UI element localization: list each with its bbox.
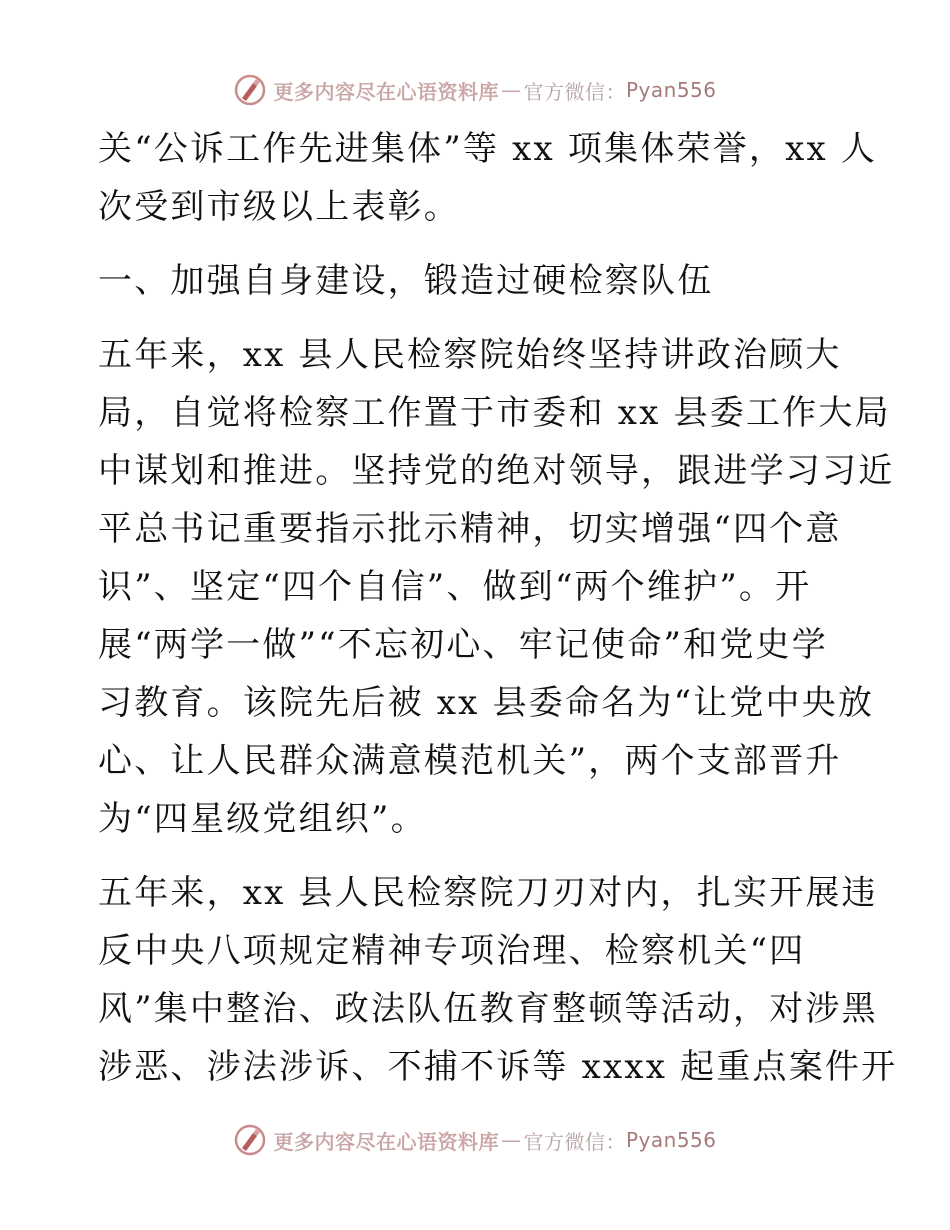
- section-heading-text: 一、加强自身建设，锻造过硬检察队伍: [98, 261, 714, 301]
- watermark-label: 官方微信：: [523, 1129, 626, 1154]
- text-line: 为“四星级党组织”。: [98, 799, 427, 839]
- watermark-dash: —: [500, 78, 522, 102]
- text-line: 局，自觉将检察工作置于市委和 xx 县委工作大局: [98, 393, 891, 433]
- text-line: 中谋划和推进。坚持党的绝对领导，跟进学习习近: [98, 451, 895, 491]
- text-line: 关“公诉工作先进集体”等 xx 项集体荣誉，xx 人: [98, 129, 878, 169]
- paragraph-honors: [98, 120, 878, 236]
- text-line: 次受到市级以上表彰。: [98, 187, 460, 227]
- paragraph-discipline: [98, 864, 898, 1096]
- text-line: 五年来，xx 县人民检察院始终坚持讲政治顾大: [98, 335, 842, 375]
- text-line: 平总书记重要指示批示精神，切实增强“四个意: [98, 509, 842, 549]
- text-line: 五年来，xx 县人民检察院刀刃对内，扎实开展违: [98, 873, 878, 913]
- watermark-site-text: 更多内容尽在心语资料库: [273, 79, 499, 104]
- text-line: 展“两学一做”“不忘初心、牢记使命”和党史学: [98, 625, 828, 665]
- watermark-site-text: 更多内容尽在心语资料库: [273, 1129, 499, 1154]
- watermark-wechat-id: Pyan556: [625, 1128, 717, 1152]
- text-line: 风”集中整治、政法队伍教育整顿等活动，对涉黑: [98, 989, 878, 1029]
- watermark-wechat-id: Pyan556: [625, 78, 717, 102]
- watermark-label: 官方微信：: [523, 79, 626, 104]
- text-line: 识”、坚定“四个自信”、做到“两个维护”。开: [98, 567, 812, 607]
- text-line: 反中央八项规定精神专项治理、检察机关“四: [98, 931, 806, 971]
- text-line: 涉恶、涉法涉诉、不捕不诉等 xxxx 起重点案件开: [98, 1047, 898, 1087]
- paragraph-politics: [98, 326, 895, 848]
- text-line: 习教育。该院先后被 xx 县委命名为“让党中央放: [98, 683, 875, 723]
- section-heading: [98, 252, 858, 310]
- document-body: [98, 120, 898, 1112]
- pen-logo-icon: [233, 1123, 267, 1157]
- pen-logo-icon: [233, 73, 267, 107]
- text-line: 心、让人民群众满意模范机关”，两个支部晋升: [98, 741, 842, 781]
- footer-watermark: [0, 1120, 950, 1160]
- watermark-dash: —: [500, 1128, 522, 1152]
- header-watermark: [0, 70, 950, 110]
